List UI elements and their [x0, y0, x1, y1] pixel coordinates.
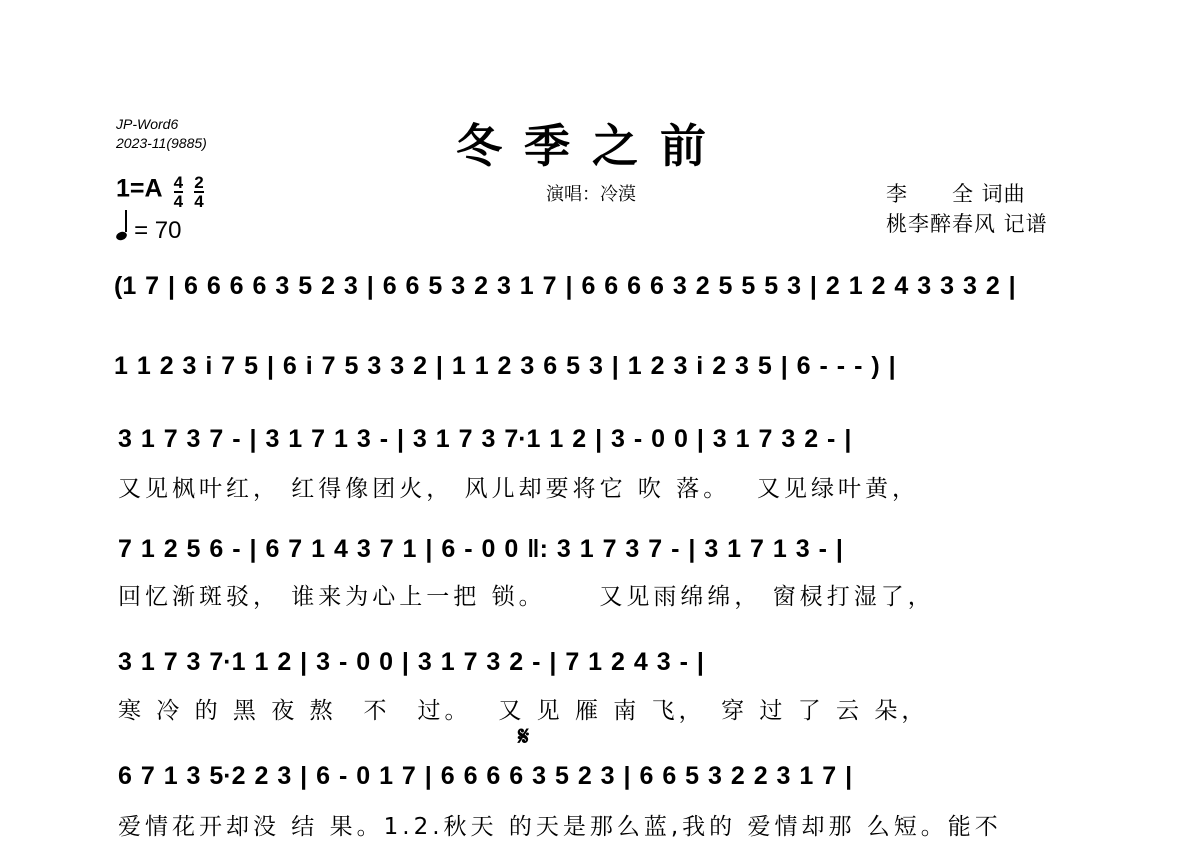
notation-line-5: 3 1 7 3 7·1 1 2 | 3 - 0 0 | 3 1 7 3 2 - | 7 1 2 4 3 - | [118, 648, 704, 676]
lyric-line-3: 又见枫叶红， 红得像团火， 风儿却要将它 吹 落。 又见绿叶黄， [118, 476, 920, 502]
time-top: 4 [173, 173, 184, 192]
time-signature-primary [174, 174, 183, 210]
tempo-value: = 70 [134, 217, 182, 244]
lyric-line-5: 寒 冷 的 黑 夜 熬 不 过。 又 见 雁 南 飞， 穿 过 了 云 朵， [118, 698, 929, 724]
key-label: 1=A [116, 174, 163, 203]
notation-line-2: 1 1 2 3 i 7 5 | 6 i 7 5 3 3 2 | 1 1 2 3 6 5 3 | 1 2 3 i 2 3 5 | 6 - - - ) | [114, 352, 896, 380]
tempo-marking [116, 216, 181, 245]
software-label: JP-Word6 [116, 116, 179, 132]
key-signature [116, 174, 204, 210]
page-title: 冬季之前 [456, 119, 728, 173]
notation-line-3: 3 1 7 3 7 - | 3 1 7 1 3 - | 3 1 7 3 7·1 1 2 | 3 - 0 0 | 3 1 7 3 2 - | [118, 425, 852, 453]
notation-line-4: 7 1 2 5 6 - | 6 7 1 4 3 7 1 | 6 - 0 0 ‖: 3 1 7 3 7 - | 3 1 7 1 3 - | [118, 535, 843, 563]
composer-credit: 李 全 词曲 [886, 182, 1026, 206]
time-bottom: 4 [194, 192, 204, 211]
lyric-line-4: 回忆渐斑驳， 谁来为心上一把 锁。 又见雨绵绵， 窗棂打湿了， [118, 584, 935, 610]
segno-icon: 𝄋 [518, 722, 530, 752]
notation-line-1: (1 7 | 6 6 6 6 3 5 2 3 | 6 6 5 3 2 3 1 7 | 6 6 6 6 3 2 5 5 5 3 | 2 1 2 4 3 3 3 2 | [114, 272, 1016, 300]
time-bottom: 4 [173, 192, 184, 211]
time-top: 2 [194, 173, 204, 192]
notation-line-6: 6 7 1 3 5·2 2 3 | 6 - 0 1 7 | 6 6 6 6 3 5 2 3 | 6 6 5 3 2 2 3 1 7 | [118, 762, 853, 790]
date-code: 2023-11(9885) [116, 135, 207, 151]
quarter-note-icon [115, 230, 128, 241]
transcriber-credit: 桃李醉春风 记谱 [886, 212, 1048, 236]
time-signature-secondary [194, 174, 203, 210]
singer-credit: 演唱：冷漠 [546, 184, 636, 205]
lyric-line-6: 爱情花开却没 结 果。1.2.秋天 的天是那么蓝,我的 爱情却那 么短。能不 [118, 814, 1002, 840]
